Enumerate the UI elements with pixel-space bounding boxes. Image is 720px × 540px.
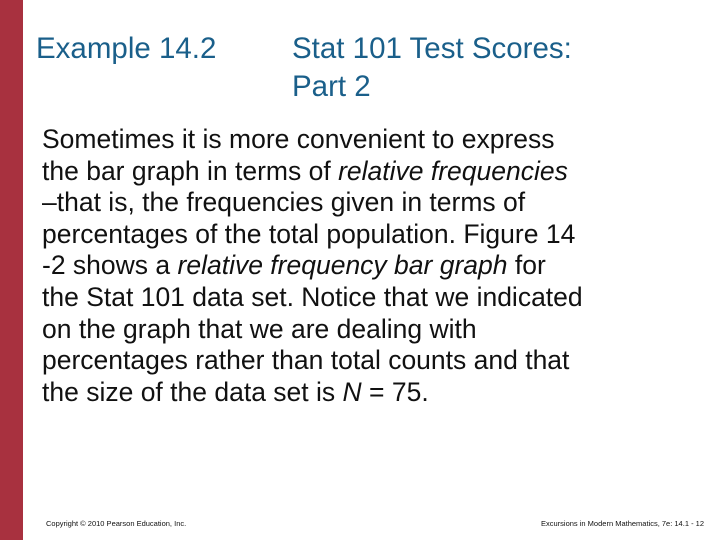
term-relative-frequency-bar-graph: relative frequency bar graph — [177, 250, 508, 281]
body-text-segment: -2 shows a — [42, 250, 178, 281]
body-text-segment: the size of the data set is — [42, 376, 343, 407]
body-text-segment: = 75. — [361, 376, 429, 407]
term-relative-frequencies: relative frequencies — [338, 155, 568, 186]
body-paragraph — [42, 124, 712, 408]
body-line-3: –that is, the frequencies given in terms of — [42, 187, 526, 218]
title-topic — [292, 30, 706, 106]
title-topic-line2: Part 2 — [292, 70, 371, 103]
body-text-segment: the bar graph in terms of — [42, 155, 339, 186]
body-line-9 — [42, 377, 712, 409]
body-line-5 — [42, 250, 712, 282]
book-reference: Excursions in Modern Mathematics, 7e: 14.1 - 12 — [541, 519, 704, 528]
body-line-8: percentages rather than total counts and that — [42, 345, 570, 376]
title-topic-line1: Stat 101 Test Scores: — [292, 32, 572, 65]
body-text-segment: for — [507, 250, 546, 281]
slide-title — [36, 30, 706, 106]
body-line-7: on the graph that we are dealing with — [42, 313, 477, 344]
body-line-2 — [42, 156, 712, 188]
copyright-notice: Copyright © 2010 Pearson Education, Inc. — [46, 519, 187, 528]
body-line-6: the Stat 101 data set. Notice that we indicated — [42, 281, 583, 312]
side-accent-bar — [0, 0, 23, 540]
body-line-4: percentages of the total population. Figure 14 — [42, 218, 576, 249]
body-line-1: Sometimes it is more convenient to express — [42, 124, 555, 154]
variable-n: N — [342, 376, 362, 407]
title-example-number: Example 14.2 — [36, 32, 217, 65]
